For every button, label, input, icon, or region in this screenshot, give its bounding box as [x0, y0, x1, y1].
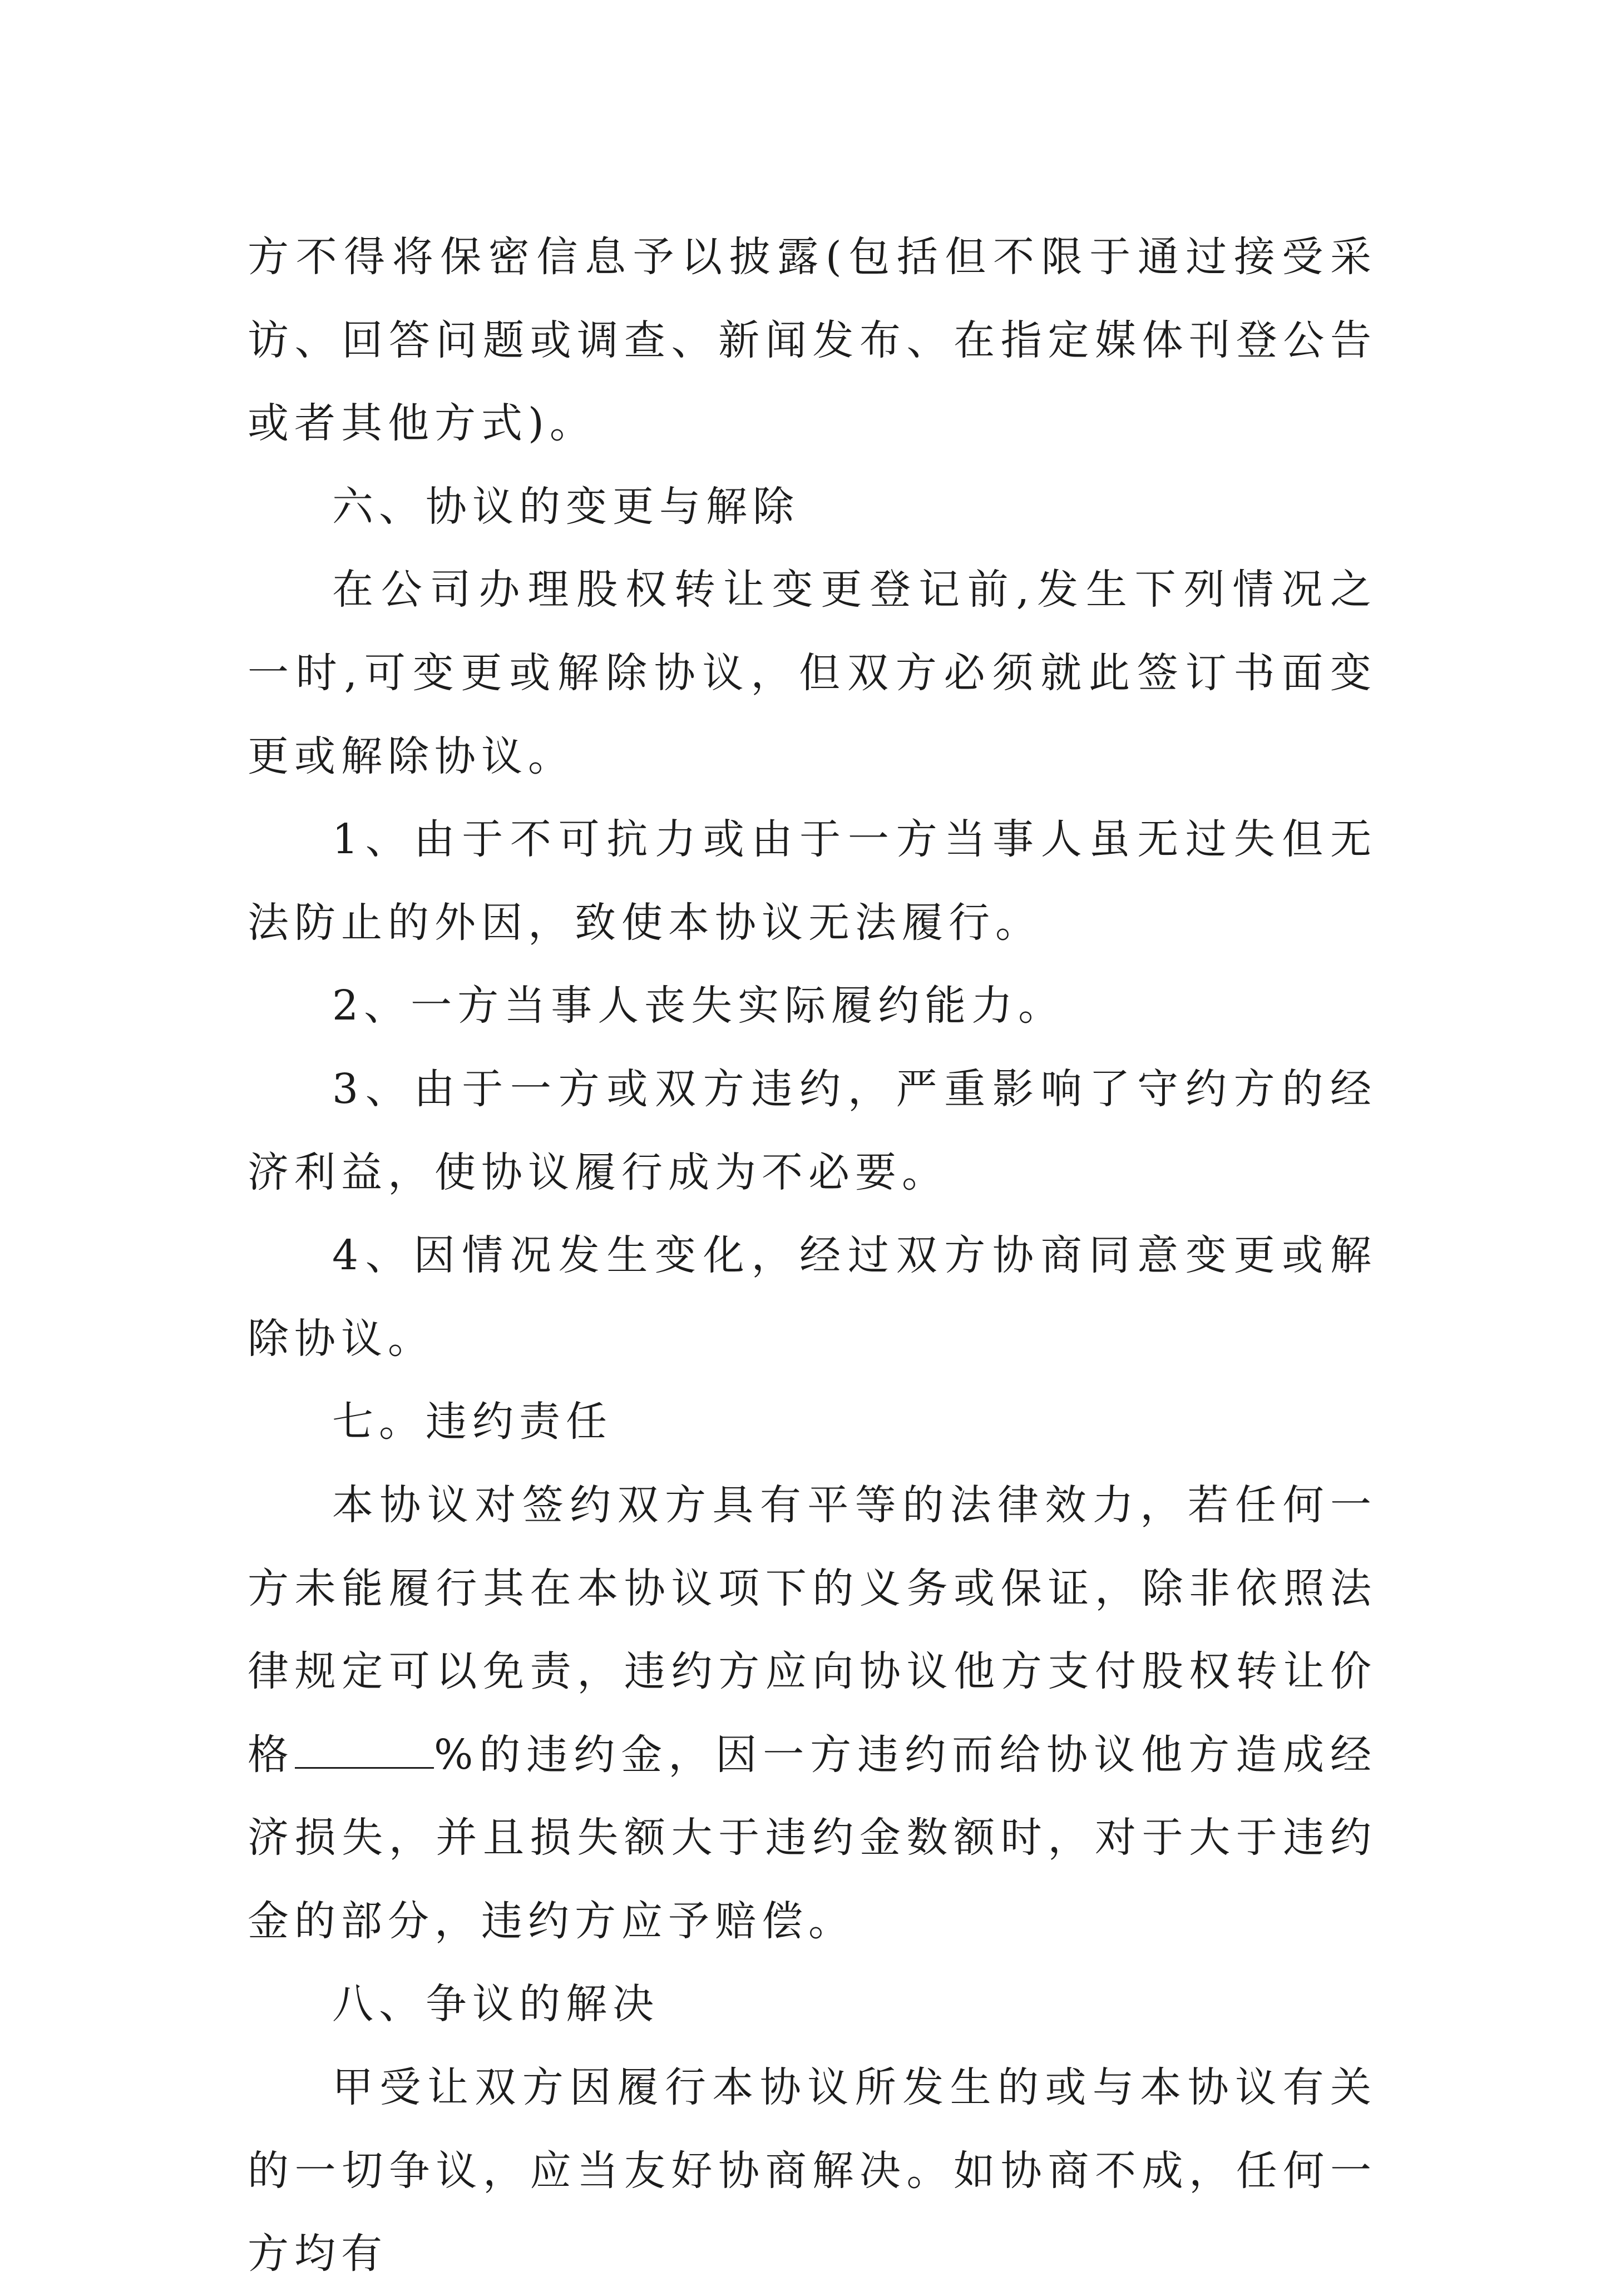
- document-body: [248, 216, 1377, 2296]
- list-item-1: 1、由于不可抗力或由于一方当事人虽无过失但无法防止的外因，致使本协议无法履行。: [248, 815, 1377, 947]
- paragraph-breach-liability: [248, 1464, 1377, 1963]
- section-heading-7: 七。违约责任: [332, 1398, 613, 1446]
- section-heading-8: 八、争议的解决: [332, 1980, 659, 2028]
- list-item-2: 2、一方当事人丧失实际履约能力。: [332, 982, 1065, 1030]
- paragraph-confidentiality-continued: 方不得将保密信息予以披露(包括但不限于通过接受采访、回答问题或调查、新闻发布、在指定媒体刊登公告或者其他方式)。: [248, 233, 1377, 448]
- penalty-percent-blank: [295, 1734, 434, 1769]
- breach-text-part-2: %的违约金，因一方违约而给协议他方造成经济损失，并且损失额大于违约金数额时，对于大于违约金的部分，违约方应予赔偿。: [248, 1730, 1377, 1945]
- paragraph-modification-conditions: 在公司办理股权转让变更登记前,发生下列情况之一时,可变更或解除协议，但双方必须就此签订书面变更或解除协议。: [248, 566, 1377, 780]
- list-item-4: 4、因情况发生变化，经过双方协商同意变更或解除协议。: [248, 1231, 1377, 1363]
- breach-text-part-1: 本协议对签约双方具有平等的法律效力，若任何一方未能履行其在本协议项下的义务或保证，除非依照法律规定可以免责，违约方应向协议他方支付股权转让价格: [248, 1481, 1377, 1779]
- paragraph-dispute-resolution: 甲受让双方因履行本协议所发生的或与本协议有关的一切争议，应当友好协商解决。如协商不成，任何一方均有: [248, 2064, 1377, 2278]
- section-heading-6: 六、协议的变更与解除: [332, 482, 799, 531]
- list-item-3: 3、由于一方或双方违约，严重影响了守约方的经济利益，使协议履行成为不必要。: [248, 1065, 1377, 1196]
